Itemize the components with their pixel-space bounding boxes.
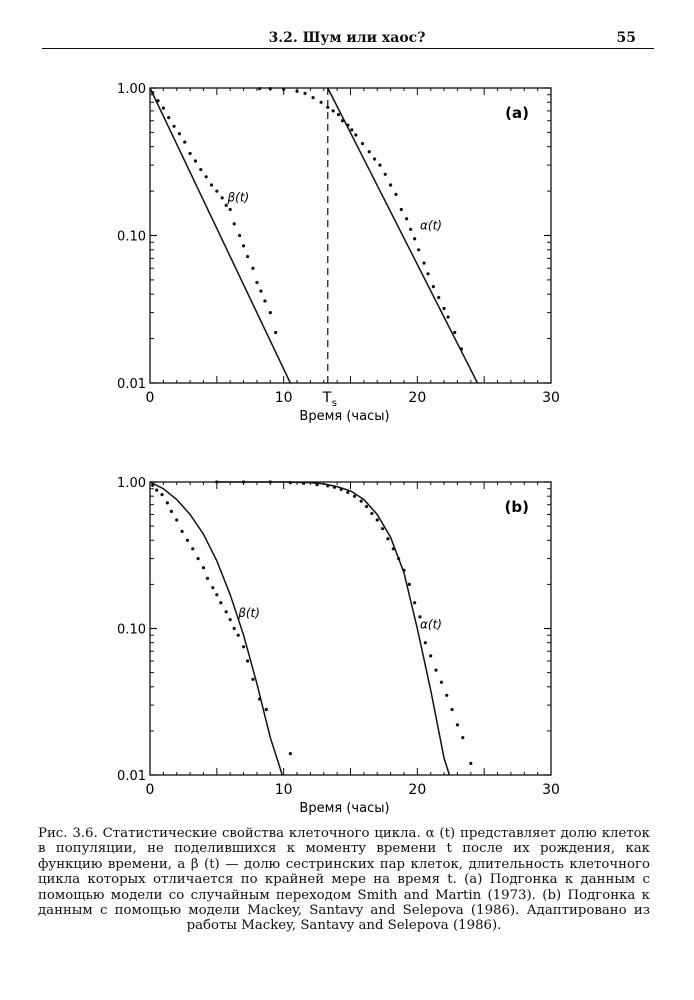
alpha-data-point [302,482,305,485]
alpha-data-point [445,694,448,697]
ts-subscript: s [331,398,337,409]
alpha-data-point [384,173,387,176]
alpha-data-point [315,483,318,486]
alpha-data-point [442,307,445,310]
beta-data-point [274,331,277,334]
beta-data-point [205,175,208,178]
beta-data-point [242,645,245,648]
y-tick-label: 0.10 [117,622,146,638]
x-tick-label: 10 [274,390,293,406]
alpha-data-point [326,106,329,109]
alpha-data-point [461,736,464,739]
beta-data-point [263,299,266,302]
alpha-data-point [446,315,449,318]
alpha-data-point [429,654,432,657]
figure-panel-b [0,462,694,822]
alpha-data-point [386,537,389,540]
alpha-data-point [258,87,261,90]
beta-data-point [210,183,213,186]
alpha-data-point [378,164,381,167]
beta-data-point [199,168,202,171]
alpha-data-point [400,208,403,211]
alpha-data-point [341,119,344,122]
x-tick-label: 20 [408,390,427,406]
alpha-data-point [408,583,411,586]
alpha-data-point [332,109,335,112]
beta-data-point [251,678,254,681]
beta-data-point [151,484,154,487]
beta-data-point [229,618,232,621]
beta-data-point [172,125,175,128]
beta-data-point [206,577,209,580]
alpha-data-point [469,762,472,765]
beta-data-point [191,547,194,550]
alpha-data-point [424,641,427,644]
alpha-data-point [426,272,429,275]
alpha-data-point [417,248,420,251]
x-tick-label: 0 [145,782,155,798]
x-tick-label: 0 [145,390,155,406]
beta-data-point [162,107,165,110]
beta-series-label: β(t) [238,605,260,620]
alpha-data-point [215,480,218,483]
header-rule [42,48,654,49]
beta-data-point [194,159,197,162]
x-tick-label: 30 [542,390,560,406]
y-tick-label: 1.00 [117,82,146,97]
beta-data-point [246,255,249,258]
beta-data-point [233,222,236,225]
alpha-data-point [397,557,400,560]
alpha-data-point [337,113,340,116]
beta-data-point [258,697,261,700]
alpha-fit-curve [217,482,450,775]
alpha-data-point [432,285,435,288]
beta-data-point [215,189,218,192]
beta-data-point [183,140,186,143]
beta-data-point [265,708,268,711]
beta-data-point [155,489,158,492]
beta-data-point [151,91,154,94]
beta-data-point [180,530,183,533]
alpha-data-point [440,681,443,684]
alpha-data-point [376,518,379,521]
beta-data-point [221,196,224,199]
figure-panel-a [0,70,694,440]
beta-data-point [178,132,181,135]
alpha-data-point [346,124,349,127]
alpha-data-point [456,723,459,726]
alpha-data-point [354,133,357,136]
alpha-data-point [370,512,373,515]
alpha-data-point [340,488,343,491]
beta-data-point [269,311,272,314]
beta-data-point [259,289,262,292]
beta-data-point [229,208,232,211]
y-tick-label: 1.00 [117,476,146,491]
alpha-data-point [368,150,371,153]
alpha-data-point [392,547,395,550]
panel-label: (a) [505,104,529,122]
beta-data-point [189,152,192,155]
alpha-data-point [460,347,463,350]
alpha-data-point [409,228,412,231]
beta-data-point [170,510,173,513]
beta-series-label: β(t) [227,190,250,205]
alpha-data-point [373,157,376,160]
x-tick-label: 10 [274,782,293,798]
page-number: 55 [616,30,636,46]
alpha-data-point [360,500,363,503]
running-header-title: 3.2. Шум или хаос? [268,30,426,46]
alpha-data-point [326,484,329,487]
alpha-series-label: α(t) [420,218,442,233]
beta-data-point [166,501,169,504]
beta-data-point [215,593,218,596]
alpha-data-point [346,491,349,494]
alpha-data-point [422,261,425,264]
y-tick-label: 0.01 [117,769,146,784]
alpha-data-point [350,128,353,131]
beta-data-point [211,586,214,589]
beta-data-point [219,601,222,604]
x-axis-label: Время (часы) [299,801,390,816]
beta-data-point [237,634,240,637]
alpha-data-point [381,527,384,530]
beta-data-point [238,234,241,237]
alpha-data-point [453,331,456,334]
beta-data-point [186,539,189,542]
beta-data-point [233,627,236,630]
alpha-data-point [413,237,416,240]
beta-data-point [156,99,159,102]
alpha-data-point [450,708,453,711]
beta-data-point [289,752,292,755]
alpha-data-point [413,601,416,604]
alpha-fit-line [328,88,478,383]
alpha-data-point [365,505,368,508]
alpha-series-label: α(t) [420,617,442,632]
beta-data-point [167,116,170,119]
alpha-data-point [295,90,298,93]
x-tick-label: 20 [408,782,427,798]
alpha-data-point [434,669,437,672]
beta-data-point [246,659,249,662]
alpha-data-point [361,142,364,145]
alpha-data-point [437,296,440,299]
figure-caption: Рис. 3.6. Статистические свойства клеточного цикла. α (t) представляет долю клеток в популяции, не поделившихся к моменту времени t после их рождения, как функцию времени, а β (t) — долю сестринских пар клеток, длительность клеточного цикла которых отличается по крайней мере на время t. (a) Подгонка к данным с помощью модели со случайным переходом Smith and Martin (1973). (b) Подгонка к данным с помощью модели Mackey, Santavy and Selepova (1986). Адаптировано из работы Mackey, Santavy and Selepova (1986). [38,826,650,934]
panel-label: (b) [504,498,529,516]
beta-data-point [160,493,163,496]
alpha-data-point [394,193,397,196]
beta-fit-curve [150,482,282,775]
y-tick-label: 0.10 [117,229,146,245]
alpha-data-point [353,495,356,498]
y-tick-label: 0.01 [117,377,146,392]
beta-data-point [242,244,245,247]
x-tick-label: 30 [542,782,560,798]
beta-data-point [251,267,254,270]
ts-label: T [322,390,332,406]
beta-data-point [197,557,200,560]
alpha-data-point [402,569,405,572]
alpha-data-point [242,480,245,483]
alpha-data-point [269,87,272,90]
alpha-data-point [282,88,285,91]
plot-frame [150,482,551,775]
beta-fit-line [150,88,290,383]
beta-data-point [175,518,178,521]
alpha-data-point [269,480,272,483]
alpha-data-point [319,101,322,104]
alpha-data-point [311,96,314,99]
alpha-data-point [289,481,292,484]
alpha-data-point [389,183,392,186]
alpha-data-point [333,486,336,489]
beta-data-point [255,281,258,284]
alpha-data-point [303,92,306,95]
alpha-data-point [405,217,408,220]
beta-data-point [225,610,228,613]
beta-data-point [202,566,205,569]
x-axis-label: Время (часы) [299,409,390,424]
